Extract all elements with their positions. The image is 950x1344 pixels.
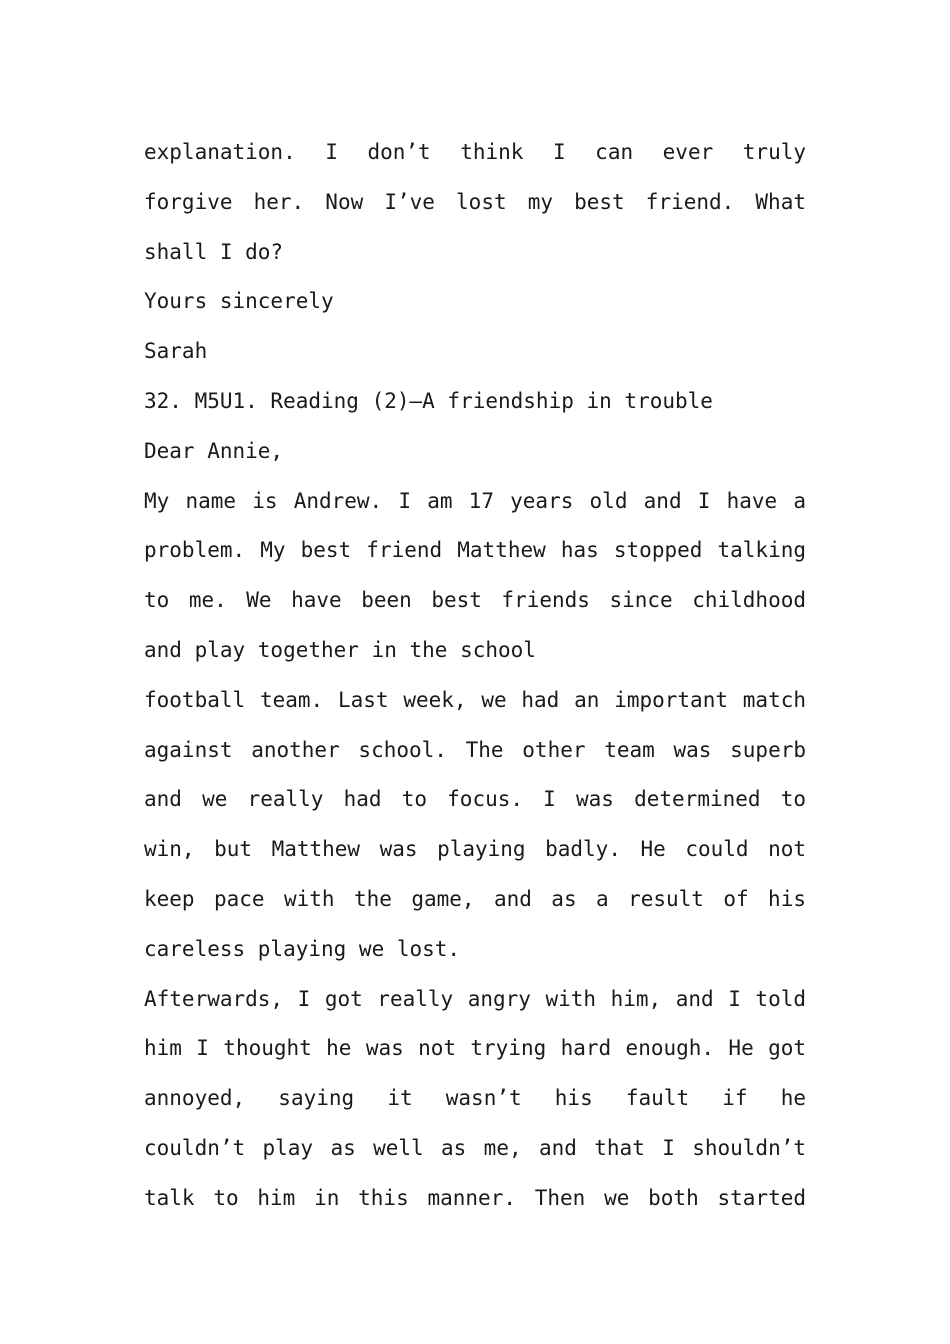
section-heading: 32. M5U1. Reading (2)—A friendship in trouble xyxy=(144,388,713,413)
text-line: to me. We have been best friends since childhood xyxy=(144,588,806,613)
text-line: win, but Matthew was playing badly. He could not xyxy=(144,837,806,862)
text-line: shall I do? xyxy=(144,239,284,264)
text-line: talk to him in this manner. Then we both started xyxy=(144,1185,806,1210)
letter-closing: Yours sincerely xyxy=(144,289,334,314)
letter-signature: Sarah xyxy=(144,339,208,364)
text-line: football team. Last week, we had an important match xyxy=(144,687,806,712)
text-line: couldn’t play as well as me, and that I shouldn’t xyxy=(144,1135,806,1160)
letter-text-block xyxy=(144,128,806,1224)
text-line: against another school. The other team was superb xyxy=(144,737,806,762)
letter-salutation: Dear Annie, xyxy=(144,438,284,463)
text-line: and play together in the school xyxy=(144,637,536,662)
text-line: annoyed, saying it wasn’t his fault if he xyxy=(144,1086,806,1111)
text-line: him I thought he was not trying hard enough. He got xyxy=(144,1036,806,1061)
text-line: Afterwards, I got really angry with him, and I told xyxy=(144,986,806,1011)
text-line: and we really had to focus. I was determined to xyxy=(144,787,806,812)
text-line: forgive her. Now I’ve lost my best friend. What xyxy=(144,189,806,214)
text-line: My name is Andrew. I am 17 years old and I have a xyxy=(144,488,806,513)
text-line: explanation. I don’t think I can ever truly xyxy=(144,140,806,164)
text-line: careless playing we lost. xyxy=(144,936,461,961)
text-line: keep pace with the game, and as a result of his xyxy=(144,886,806,911)
text-line: problem. My best friend Matthew has stopped talking xyxy=(144,538,806,563)
